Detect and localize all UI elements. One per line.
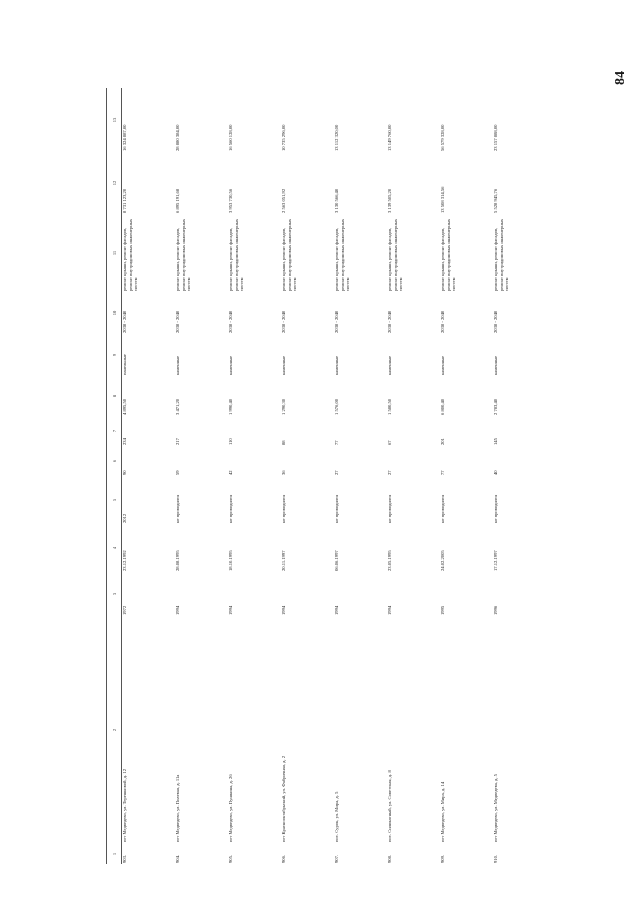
cell-number: 909.: [440, 854, 445, 863]
cell-sum1: 6 895 191,68: [175, 188, 180, 213]
cell-col7: 88: [281, 440, 286, 445]
cell-area: 6 800,40: [440, 398, 445, 415]
cell-year: 1972: [122, 605, 127, 615]
header-col-7: 7: [107, 416, 122, 446]
cell-number: 904.: [175, 854, 180, 863]
table-row: [493, 88, 540, 864]
cell-date: 18.10.1995: [228, 550, 233, 571]
cell-area: 3 471,20: [175, 398, 180, 415]
page-number: 84: [613, 71, 628, 85]
cell-last-repair: не проводился: [175, 494, 180, 523]
cell-sum1: 3 139 505,20: [387, 188, 392, 213]
cell-material: каменные: [281, 355, 286, 375]
cell-col6: 36: [281, 470, 286, 475]
cell-last-repair: не проводился: [440, 494, 445, 523]
cell-period: 2038 - 2040: [281, 310, 286, 333]
cell-address: пос. Сурок, ул. Мира, д. 5: [334, 791, 339, 842]
cell-col6: 40: [493, 470, 498, 475]
table-row: [440, 88, 493, 864]
cell-number: 908.: [387, 854, 392, 863]
cell-sum2: 16 324 887,00: [122, 124, 127, 151]
table-row: [334, 88, 387, 864]
housing-repair-table: [106, 88, 540, 864]
cell-col6: 77: [440, 470, 445, 475]
cell-sum2: 56 579 328,00: [440, 124, 445, 151]
cell-last-repair: не проводился: [281, 494, 286, 523]
cell-last-repair: не проводился: [334, 494, 339, 523]
cell-sum2: 28 880 384,00: [175, 124, 180, 151]
cell-number: 907.: [334, 854, 339, 863]
rotated-table-container: [106, 88, 540, 864]
cell-work: ремонт крыши, ремонт фасадов, ремонт внутридомовых инженерных систем: [122, 218, 139, 291]
cell-date: 06.06.1997: [334, 550, 339, 571]
cell-date: 23.05.1995: [387, 550, 392, 571]
cell-address: пгт Краснооктябрьский, ул. Фабричная, д. 2: [281, 755, 286, 842]
cell-period: 2038 - 2040: [175, 310, 180, 333]
cell-sum2: 23 157 888,00: [493, 124, 498, 151]
cell-col7: 234: [122, 438, 127, 445]
cell-last-repair: не проводился: [493, 494, 498, 523]
header-col-8: 8: [107, 376, 122, 416]
cell-col6: 27: [387, 470, 392, 475]
cell-address: пгт Медведево, ул. Пушкина, д. 26: [228, 774, 233, 842]
cell-area: 1 290,30: [281, 398, 286, 415]
cell-date: 20.11.1997: [281, 550, 286, 571]
cell-period: 2038 - 2040: [493, 310, 498, 333]
cell-number: 906.: [281, 854, 286, 863]
cell-last-repair: не проводился: [387, 494, 392, 523]
cell-work: ремонт крыши, ремонт фасадов, ремонт внутридомовых инженерных систем: [387, 218, 404, 291]
cell-work: ремонт крыши, ремонт фасадов, ремонт внутридомовых инженерных систем: [281, 218, 298, 291]
cell-year: 1995: [440, 605, 445, 615]
header-col-10: 10: [107, 292, 122, 334]
cell-col6: 59: [175, 470, 180, 475]
header-col-13: 13: [107, 88, 122, 152]
cell-material: каменные: [334, 355, 339, 375]
cell-sum1: 13 508 314,56: [440, 186, 445, 213]
cell-material: каменные: [387, 355, 392, 375]
cell-material: панельные: [122, 354, 127, 375]
cell-sum1: 8 731 123,20: [122, 188, 127, 213]
cell-period: 2038 - 2040: [387, 310, 392, 333]
cell-material: каменные: [228, 355, 233, 375]
cell-material: каменные: [493, 355, 498, 375]
cell-material: каменные: [440, 355, 445, 375]
cell-work: ремонт крыши, ремонт фасадов, ремонт внутридомовых инженерных систем: [334, 218, 351, 291]
cell-year: 1996: [493, 605, 498, 615]
cell-material: каменные: [175, 355, 180, 375]
cell-col7: 217: [175, 438, 180, 445]
cell-period: 2038 - 2040: [334, 310, 339, 333]
cell-number: 903.: [122, 854, 127, 863]
cell-year: 1994: [228, 605, 233, 615]
table-row: [387, 88, 440, 864]
header-col-9: 9: [107, 334, 122, 376]
cell-area: 1 580,50: [387, 398, 392, 415]
cell-address: пгт Медведево, ул. Терешковой, д. 12: [122, 768, 127, 842]
rotated-table-region: [106, 88, 540, 864]
cell-area: 2 783,40: [493, 398, 498, 415]
header-col-11: 11: [107, 214, 122, 292]
cell-date: 17.12.1997: [493, 550, 498, 571]
cell-col7: 67: [387, 440, 392, 445]
cell-col7: 145: [493, 438, 498, 445]
cell-number: 905.: [228, 854, 233, 863]
cell-work: ремонт крыши, ремонт фасадов, ремонт внутридомовых инженерных систем: [175, 218, 192, 291]
cell-work: ремонт крыши, ремонт фасадов, ремонт внутридомовых инженерных систем: [493, 218, 510, 291]
cell-number: 910.: [493, 854, 498, 863]
cell-year: 1994: [334, 605, 339, 615]
cell-address: пос. Силикатный, ул. Советская, д. 8: [387, 770, 392, 842]
header-col-3: 3: [107, 572, 122, 616]
cell-last-repair: 2012: [122, 513, 127, 523]
cell-last-repair: не проводился: [228, 494, 233, 523]
cell-col7: 77: [334, 440, 339, 445]
table-row: [122, 88, 176, 864]
cell-area: 1 990,40: [228, 398, 233, 415]
header-col-1: 1: [107, 844, 122, 864]
cell-year: 1994: [387, 605, 392, 615]
table-header: [107, 88, 122, 864]
cell-sum1: 5 528 945,76: [493, 188, 498, 213]
header-col-5: 5: [107, 476, 122, 524]
table-row: [175, 88, 228, 864]
cell-area: 4 895,50: [122, 398, 127, 415]
header-col-2: 2: [107, 616, 122, 844]
cell-period: 2038 - 2040: [122, 310, 127, 333]
cell-sum2: 10 735 296,00: [281, 124, 286, 151]
cell-sum1: 3 130 566,40: [334, 188, 339, 213]
header-col-6: 6: [107, 446, 122, 476]
cell-period: 2038 - 2040: [228, 310, 233, 333]
cell-sum1: 3 953 730,56: [228, 188, 233, 213]
cell-area: 1 576,00: [334, 398, 339, 415]
cell-work: ремонт крыши, ремонт фасадов, ремонт внутридомовых инженерных систем: [440, 218, 457, 291]
cell-sum1: 2 563 051,92: [281, 188, 286, 213]
cell-col7: 110: [228, 438, 233, 445]
cell-work: ремонт крыши, ремонт фасадов, ремонт внутридомовых инженерных систем: [228, 218, 245, 291]
table-body: [122, 88, 541, 864]
cell-sum2: 16 560 128,00: [228, 124, 233, 151]
cell-date: 28.08.1995: [175, 550, 180, 571]
cell-sum2: 13 112 320,00: [334, 124, 339, 151]
cell-address: пгт Медведево, ул. Полевая, д. 11а: [175, 774, 180, 842]
cell-col7: 201: [440, 438, 445, 445]
cell-date: 23.12.1992: [122, 550, 127, 571]
table-row: [281, 88, 334, 864]
cell-address: пгт Медведево, ул. Мира, д. 14: [440, 781, 445, 842]
cell-col6: 27: [334, 470, 339, 475]
cell-period: 2038 - 2040: [440, 310, 445, 333]
cell-sum2: 13 149 760,00: [387, 124, 392, 151]
header-row: [107, 88, 122, 864]
table-row: [228, 88, 281, 864]
cell-col6: 42: [228, 470, 233, 475]
header-col-4: 4: [107, 524, 122, 572]
cell-year: 1994: [281, 605, 286, 615]
cell-address: пгт Медведево, ул. Медведева, д. 5: [493, 774, 498, 842]
cell-col6: 90: [122, 470, 127, 475]
cell-date: 24.02.2005: [440, 550, 445, 571]
header-col-12: 12: [107, 152, 122, 214]
cell-year: 1994: [175, 605, 180, 615]
